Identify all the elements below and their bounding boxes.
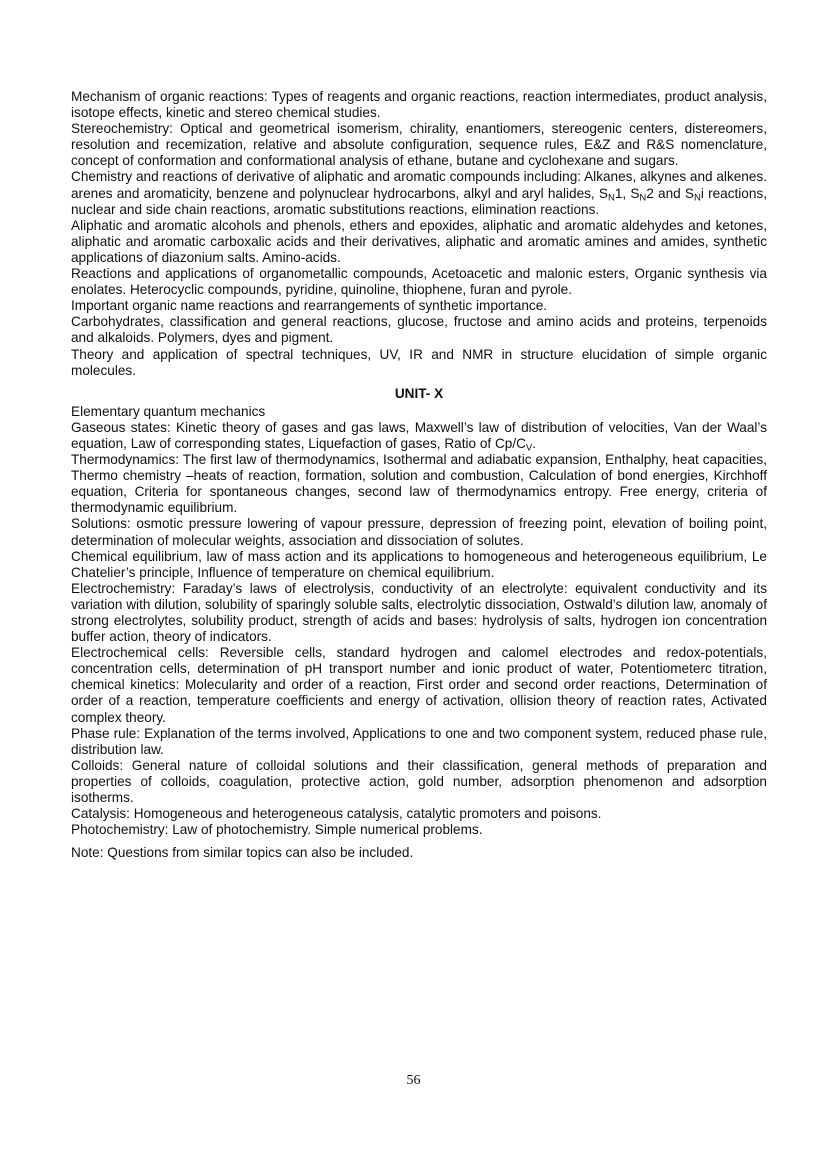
unit-x-heading: UNIT- X: [394, 385, 444, 401]
aliphatic-text-b: 1, S: [614, 185, 640, 201]
note: Note: Questions from similar topics can also be included.: [71, 845, 414, 861]
paragraph-photochemistry: Photochemistry: Law of photochemistry. Simple numerical problems.: [71, 822, 483, 838]
document-body: [71, 89, 767, 861]
paragraph-alcohols: Aliphatic and aromatic alcohols and phenols, ethers and epoxides, aliphatic and aromatic aldehydes and ketones, aliphatic and aromatic carboxalic acids and their derivatives, aliphatic and aromatic amines and amides, synthetic applications of diazonium salts. Amino-acids.: [71, 217, 767, 265]
paragraph-gaseous-states: [71, 420, 767, 452]
paragraph-thermodynamics: Thermodynamics: The first law of thermodynamics, Isothermal and adiabatic expansion, Enthalphy, heat capacities, Thermo chemistry –heats of reaction, formation, solution and combustion, Calculation of bond energies, Kirchhoff equation, Criteria for spontaneous changes, second law of thermodynamics entropy. Free energy, criteria of thermodynamic equilibrium.: [71, 452, 767, 516]
aliphatic-text-d: i reactions, nuclear and side chain reactions, aromatic substitutions reactions, elimination reactions.: [71, 185, 767, 217]
paragraph-electrochemical-cells: Electrochemical cells: Reversible cells, standard hydrogen and calomel electrodes and redox-potentials, concentration cells, determination of pH transport number and ionic product of water, Potentiometerc titration, chemical kinetics: Molecularity and order of a reaction, First order and second order reactions, Determination of order of a reaction, temperature coefficients and energy of activation, ollision theory of reaction rates, Activated complex theory.: [71, 645, 767, 725]
subscript-n2: N: [639, 191, 647, 203]
paragraph-organometallic: Reactions and applications of organometallic compounds, Acetoacetic and malonic esters, Organic synthesis via enolates. Heterocyclic compounds, pyridine, quinoline, thiophene, furan and pyrole.: [71, 266, 767, 298]
paragraph-mechanism: Mechanism of organic reactions: Types of reagents and organic reactions, reaction intermediates, product analysis, isotope effects, kinetic and stereo chemical studies.: [71, 89, 767, 121]
paragraph-catalysis: Catalysis: Homogeneous and heterogeneous catalysis, catalytic promoters and poisons.: [71, 806, 602, 822]
subscript-ni: N: [693, 191, 701, 203]
paragraph-carbohydrates: Carbohydrates, classification and general reactions, glucose, fructose and amino acids and proteins, terpenoids and alkaloids. Polymers, dyes and pigment.: [71, 314, 767, 346]
paragraph-aliphatic-aromatic: [71, 169, 767, 217]
subscript-v: V: [525, 442, 533, 454]
paragraph-chemical-equilibrium: Chemical equilibrium, law of mass action and its applications to homogeneous and heterogeneous equilibrium, Le Chatelier’s principle, Influence of temperature on chemical equilibrium.: [71, 548, 767, 580]
paragraph-spectral: Theory and application of spectral techniques, UV, IR and NMR in structure elucidation of simple organic molecules.: [71, 346, 767, 378]
paragraph-phase-rule: Phase rule: Explanation of the terms involved, Applications to one and two component system, reduced phase rule, distribution law.: [71, 725, 767, 757]
paragraph-name-reactions: Important organic name reactions and rearrangements of synthetic importance.: [71, 298, 548, 314]
subscript-n1: N: [607, 191, 615, 203]
paragraph-solutions: Solutions: osmotic pressure lowering of vapour pressure, depression of freezing point, elevation of boiling point, determination of molecular weights, association and dissociation of solutes.: [71, 516, 767, 548]
page-number: 56: [406, 1073, 421, 1088]
paragraph-stereochemistry: Stereochemistry: Optical and geometrical isomerism, chirality, enantiomers, stereogenic centers, distereomers, resolution and recemization, relative and absolute configuration, sequence rules, E&Z and R&S nomenclature, concept of conformation and conformational analysis of ethane, butane and cyclohexane and sugars.: [71, 121, 767, 169]
paragraph-electrochemistry: Electrochemistry: Faraday’s laws of electrolysis, conductivity of an electrolyte: equivalent conductivity and its variation with dilution, solubility of sparingly soluble salts, electrolytic dissociation, Ostwald’s dilution law, anomaly of strong electrolytes, solubility product, strength of acids and bases: hydrolysis of salts, hydrogen ion concentration buffer action, theory of indicators.: [71, 580, 767, 645]
paragraph-quantum: Elementary quantum mechanics: [71, 403, 266, 419]
gaseous-text-a: Gaseous states: Kinetic theory of gases and gas laws, Maxwell’s law of distribution of velocities, Van der Waal’s equation, Law of corresponding states, Liquefaction of gases, Ratio of Cp/C: [71, 419, 767, 451]
aliphatic-text-a: Chemistry and reactions of derivative of aliphatic and aromatic compounds including: Alkanes, alkynes and alkenes. arenes and aromaticity, benzene and polynuclear hydrocarbons, alkyl and aryl halides, S: [71, 169, 767, 201]
gaseous-text-b: .: [532, 435, 537, 451]
aliphatic-text-c: 2 and S: [646, 185, 694, 201]
paragraph-colloids: Colloids: General nature of colloidal solutions and their classification, general methods of preparation and properties of colloids, coagulation, protective action, gold number, adsorption phenomenon and adsorption isotherms.: [71, 757, 767, 806]
